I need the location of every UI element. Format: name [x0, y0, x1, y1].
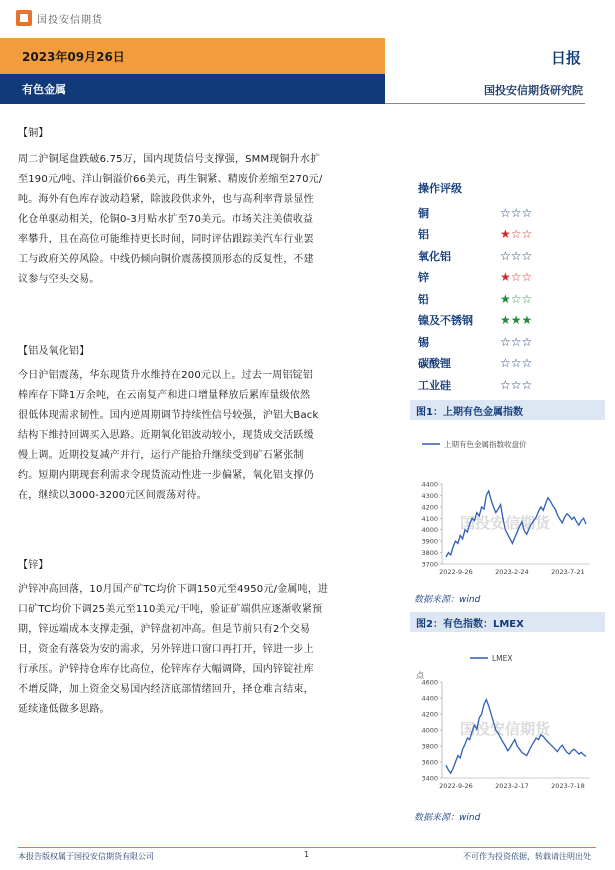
rating-row — [418, 267, 558, 289]
section-line: 慢上调。近期投复减产并行，运行产能拾升继续受到矿石紧张制 — [18, 450, 304, 461]
rating-name: 碳酸锂 — [418, 357, 451, 371]
section-line: 率攀升，且在高位可能维持更长时间，同时评估跟踪美汽车行业罢 — [18, 234, 314, 245]
rating-stars-icon: ★☆☆ — [500, 227, 533, 242]
y-tick-label: 4200 — [421, 710, 438, 719]
rating-stars-icon: ☆☆☆ — [500, 356, 533, 371]
rating-row — [418, 245, 558, 267]
watermark-text: 国投安信期货 — [460, 514, 551, 532]
x-tick-label: 2023-2-17 — [495, 782, 529, 790]
rating-row — [418, 310, 558, 332]
section-line: 行承压。沪锌持仓库存比高位，伦锌库存大幅调降，国内锌锭社库 — [18, 664, 314, 675]
report-date: 2023年09月26日 — [22, 50, 125, 64]
section-line: 延续逢低做多思路。 — [18, 704, 110, 715]
section-line: 议参与空头交易。 — [18, 274, 100, 285]
rating-stars-icon: ★★★ — [500, 313, 533, 328]
rating-name: 锡 — [418, 335, 429, 349]
legend-label: LMEX — [492, 654, 513, 663]
rating-name: 铅 — [418, 292, 429, 306]
report-type: 日报 — [550, 49, 581, 67]
section-line: 棒库存下降1万余吨，在云南复产和进口增量释放后累库量级依然 — [18, 390, 311, 401]
rating-table — [418, 180, 558, 396]
section-line: 不增反降，加上资金交易国内经济底部情绪回升，择仓难言结束， — [18, 684, 314, 695]
section-line: 工与政府关停风险。中线仍倾向铜价震荡摸顶形态的反复性，不建 — [18, 254, 314, 265]
x-tick-label: 2023-7-21 — [551, 568, 585, 576]
report-sector: 有色金属 — [22, 83, 66, 96]
x-tick-label: 2022-9-26 — [439, 782, 473, 790]
rating-row — [418, 224, 558, 246]
figure1-title: 图1：上期有色金属指数 — [410, 400, 605, 420]
rating-name: 铜 — [418, 206, 429, 220]
section-zinc — [18, 556, 396, 720]
rating-stars-icon: ☆☆☆ — [500, 205, 533, 220]
y-tick-label: 3900 — [421, 537, 438, 546]
figure1-source: 数据来源：wind — [414, 595, 481, 605]
section-title: 【锌】 — [18, 560, 49, 571]
figure2-source: 数据来源：wind — [414, 813, 481, 823]
y-tick-label: 3600 — [421, 758, 438, 767]
section-line: 口矿TC均价下调25美元至110美元/干吨，验证矿端供应逐渐收紧预 — [18, 604, 323, 615]
footer-copyright: 本报告版权属于国投安信期货有限公司 — [18, 852, 154, 861]
rating-title: 操作评级 — [418, 182, 462, 195]
rating-name: 工业硅 — [418, 378, 451, 392]
y-tick-label: 3700 — [421, 560, 438, 569]
institute-name: 国投安信期货研究院 — [484, 84, 583, 97]
section-aluminum — [18, 342, 396, 506]
section-line: 约。短期内期现套利需求令现货流动性进一步偏紧，氧化铝支撑仍 — [18, 470, 314, 481]
section-title: 【铜】 — [18, 128, 49, 139]
section-line: 很低体现需求韧性。国内逆周期调节持续性信号较强，沪铝大Back — [18, 410, 319, 421]
logo-mark-icon — [16, 10, 32, 26]
rating-row — [418, 202, 558, 224]
y-tick-label: 4400 — [421, 480, 438, 489]
rating-stars-icon: ★☆☆ — [500, 291, 533, 306]
y-tick-label: 3800 — [421, 549, 438, 558]
header-divider — [385, 103, 585, 104]
figure1-chart — [410, 432, 600, 582]
rating-name: 铝 — [418, 228, 429, 242]
line-chart — [410, 432, 600, 582]
rating-row — [418, 288, 558, 310]
section-line: 至190元/吨、洋山铜溢价66美元，再生铜紧、精废价差缩至270元/ — [18, 174, 323, 185]
figure2-chart — [410, 646, 600, 796]
section-line: 结构下维持回调买入思路。近期氧化铝波动较小，现货成交活跃缓 — [18, 430, 314, 441]
y-tick-label: 4000 — [421, 526, 438, 535]
y-tick-label: 3800 — [421, 742, 438, 751]
footer-disclaimer: 不可作为投资依据，转载请注明出处 — [463, 852, 591, 861]
rating-name: 氧化铝 — [418, 249, 451, 263]
rating-name: 镍及不锈钢 — [418, 314, 473, 328]
rating-stars-icon: ★☆☆ — [500, 270, 533, 285]
section-line: 沪锌冲高回落，10月国产矿TC均价下调150元至4950元/金属吨，进 — [18, 584, 329, 595]
rating-stars-icon: ☆☆☆ — [500, 334, 533, 349]
section-copper — [18, 124, 396, 290]
section-line: 期，锌远端成本支撑走强，沪锌盘初冲高。但是节前只有2个交易 — [18, 624, 311, 635]
y-tick-label: 4600 — [421, 678, 438, 687]
section-line: 周二沪铜尾盘跌破6.75万，国内现货信号支撑强，SMM现铜升水扩 — [18, 154, 321, 165]
y-tick-label: 4300 — [421, 491, 438, 500]
y-tick-label: 3400 — [421, 774, 438, 783]
section-line: 在，继续以3000-3200元区间震荡对待。 — [18, 490, 207, 501]
y-tick-label: 4000 — [421, 726, 438, 735]
section-line: 日，资金有落袋为安的需求，另外锌进口窗口再打开，锌进一步上 — [18, 644, 314, 655]
rating-row — [418, 353, 558, 375]
y-tick-label: 4400 — [421, 694, 438, 703]
legend-label: 上期有色金属指数收盘价 — [444, 440, 527, 449]
footer-divider — [18, 847, 596, 848]
line-chart — [410, 646, 600, 796]
rating-row — [418, 374, 558, 396]
page-number: 1 — [304, 850, 310, 859]
section-line: 化仓单驱动相关，伦铜0-3月贴水扩至70美元。市场关注美债收益 — [18, 214, 314, 225]
section-line: 今日沪铝震荡，华东现货升水维持在200元以上。过去一周铝锭铝 — [18, 370, 314, 381]
section-title: 【铝及氧化铝】 — [18, 346, 90, 357]
rating-stars-icon: ☆☆☆ — [500, 377, 533, 392]
rating-stars-icon: ☆☆☆ — [500, 248, 533, 263]
figure2-title: 图2：有色指数：LMEX — [410, 612, 605, 632]
logo-text: 国投安信期货 — [37, 14, 103, 26]
rating-row — [418, 331, 558, 353]
y-tick-label: 4100 — [421, 514, 438, 523]
y-unit-label: 点 — [416, 671, 424, 680]
watermark-text: 国投安信期货 — [460, 720, 551, 738]
y-tick-label: 4200 — [421, 503, 438, 512]
section-line: 吨。海外有色库存波动趋紧，除波段供求外，也与高利率背景显性 — [18, 194, 314, 205]
company-logo — [16, 10, 103, 26]
x-tick-label: 2023-2-24 — [495, 568, 529, 576]
x-tick-label: 2022-9-26 — [439, 568, 473, 576]
x-tick-label: 2023-7-18 — [551, 782, 585, 790]
rating-name: 锌 — [418, 271, 429, 285]
